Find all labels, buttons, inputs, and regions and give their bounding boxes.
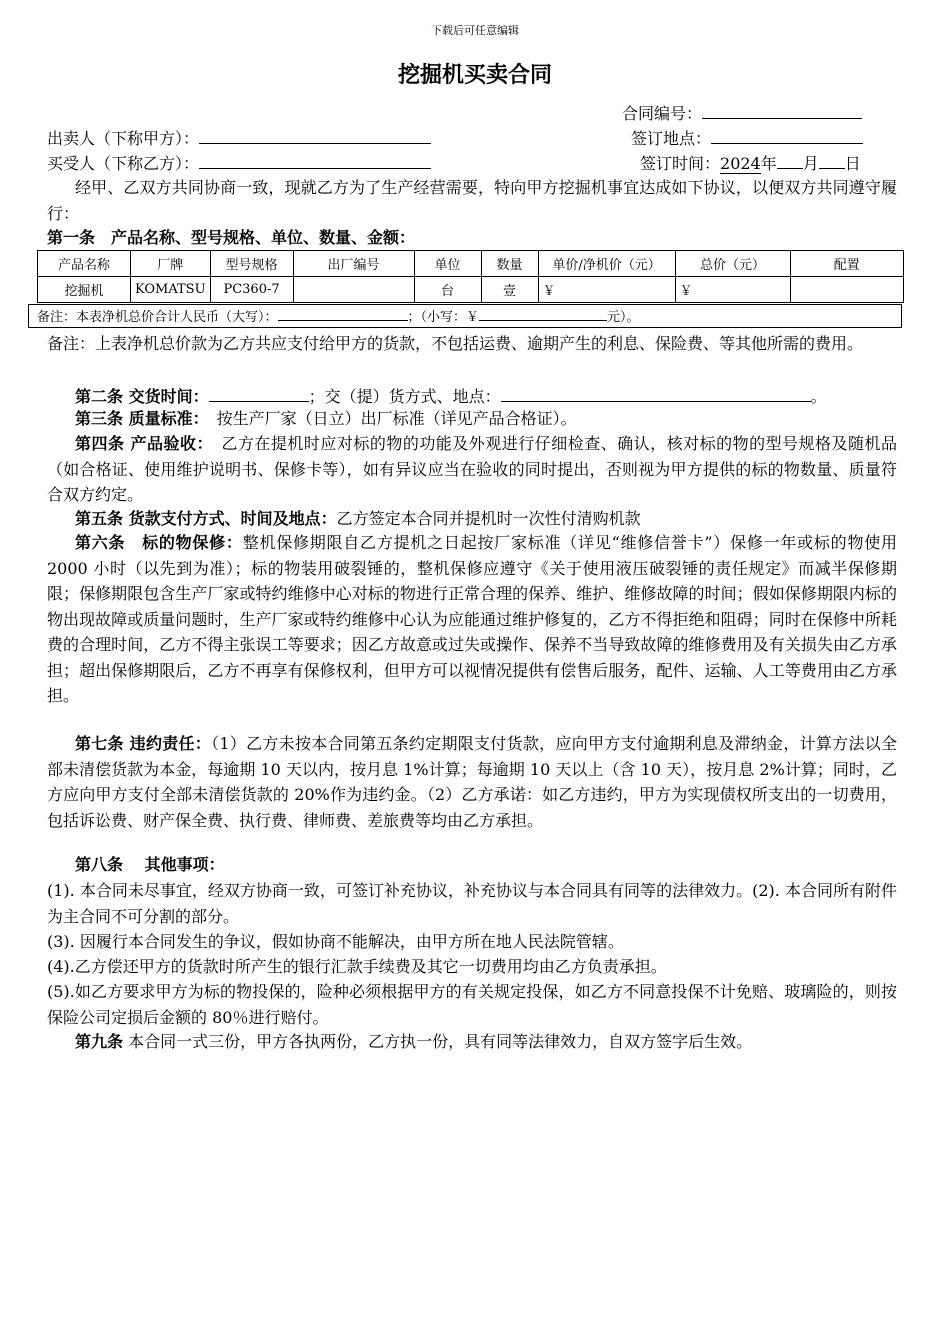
article4-heading: 第四条 产品验收： — [75, 434, 205, 453]
table-header-cell: 总价（元） — [675, 251, 790, 277]
article5 — [75, 507, 641, 531]
article8-item: (3). 因履行本合同发生的争议，假如协商不能解决，由甲方所在地人民法院管辖。 — [47, 932, 624, 951]
day-label: 日 — [844, 154, 861, 173]
article2 — [75, 383, 827, 409]
price-note: 备注：上表净机总价款为乙方共应支付给甲方的货款，不包括运费、逾期产生的利息、保险费、等其他所需的费用。 — [47, 334, 864, 353]
month-label: 月 — [802, 154, 819, 173]
article3-heading: 第三条 质量标准： — [75, 409, 201, 428]
article6-text: 整机保修期限自乙方提机之日起按厂家标准（详见“维修信誉卡”）保修一年或标的物使用 2000 小时（以先到为准）；标的物装用破裂锤的，整机保修应遵守《关于使用液压破裂锤的责任规定》而减半保修期限；保修期限包含生产厂家或特约维修中心对标的物进行正常合理的保养、维护、维修故障的时间；假如保修期限内标的物出现故障或质量问题时，生产厂家或特约维修中心认为应能通过维护修复的，乙方不得拒绝和阻碍；同时在保修中所耗费的合理时间，乙方不得主张误工等要求；因乙方故意或过失或操作、保养不当导致故障的维修费用及有关损失由乙方承担；超出保修期限后，乙方不再享有保修权利，但甲方可以视情况提供有偿售后服务，配件、运输、人工等费用由乙方承担。 — [47, 533, 897, 705]
article8-item: (5).如乙方要求甲方为标的物投保的，险种必须根据甲方的有关规定投保，如乙方不同意投保不计免赔、玻璃险的，则按保险公司定损后金额的 80％进行赔付。 — [47, 982, 897, 1027]
sign-time-label: 签订时间： — [640, 154, 721, 173]
year-label: 年 — [760, 154, 777, 173]
article5-heading: 第五条 货款支付方式、时间及地点： — [75, 509, 337, 528]
table-header-cell: 型号规格 — [210, 251, 293, 277]
contract-no-row — [622, 100, 862, 126]
sign-place-blank[interactable] — [711, 125, 863, 144]
table-header-cell: 配置 — [790, 251, 903, 277]
sign-place-row — [631, 125, 863, 151]
article1-heading: 第一条 产品名称、型号规格、单位、数量、金额： — [47, 228, 416, 247]
table-cell[interactable]: ￥ — [538, 277, 675, 303]
article2-end: 。 — [810, 387, 827, 406]
table-cell: PC360-7 — [210, 277, 293, 303]
article9-heading: 第九条 — [75, 1032, 124, 1051]
remark-mid: ；（小写：￥ — [407, 310, 480, 325]
day-blank[interactable] — [819, 150, 845, 169]
table-header-cell: 厂牌 — [131, 251, 211, 277]
seller-row — [47, 125, 431, 151]
article3 — [75, 407, 577, 431]
article8-item: (4).乙方偿还甲方的货款时所产生的银行汇款手续费及其它一切费用均由乙方负责承担。 — [47, 957, 667, 976]
article4-text: 乙方在提机时应对标的物的功能及外观进行仔细检查、确认，核对标的物的型号规格及随机品（如合格证、使用维护说明书、保修卡等），如有异议应当在验收的同时提出，否则视为甲方提供的标的物数量、质量符合双方约定。 — [47, 434, 897, 504]
buyer-label: 买受人（下称乙方）： — [47, 154, 200, 173]
sign-time-row — [640, 150, 861, 176]
article5-text: 乙方签定本合同并提机时一次性付清购机款 — [336, 509, 641, 528]
article4 — [47, 431, 897, 508]
article7-heading: 第七条 违约责任： — [75, 734, 212, 753]
table-cell[interactable] — [293, 277, 414, 303]
remark-suffix: 元）。 — [607, 310, 640, 325]
article6 — [47, 530, 897, 709]
table-cell: 台 — [414, 277, 481, 303]
table-cell[interactable]: ￥ — [675, 277, 790, 303]
table-header-row — [38, 251, 904, 277]
table-cell[interactable] — [790, 277, 903, 303]
table-header-cell: 单价/净机价（元） — [538, 251, 675, 277]
delivery-place-blank[interactable] — [501, 383, 811, 402]
contract-no-blank[interactable] — [702, 100, 862, 119]
article6-heading: 第六条 标的物保修： — [75, 533, 243, 552]
article8-item: (1). 本合同未尽事宜，经双方协商一致，可签订补充协议，补充协议与本合同具有同等的法律效力。(2). 本合同所有附件为主合同不可分割的部分。 — [47, 881, 897, 926]
contract-no-label: 合同编号： — [622, 104, 703, 123]
month-blank[interactable] — [777, 150, 803, 169]
seller-blank[interactable] — [199, 125, 431, 144]
buyer-blank[interactable] — [199, 150, 431, 169]
product-table — [37, 250, 904, 303]
article9 — [47, 1029, 897, 1055]
delivery-time-blank[interactable] — [209, 383, 309, 402]
table-header-cell: 出厂编号 — [293, 251, 414, 277]
table-header-cell: 数量 — [481, 251, 538, 277]
article3-text: 按生产厂家（日立）出厂标准（详见产品合格证）。 — [200, 409, 577, 428]
header-note: 下载后可任意编辑 — [431, 24, 519, 37]
buyer-row — [47, 150, 431, 176]
sign-year[interactable]: 2024 — [720, 154, 761, 173]
remark-prefix: 备注：本表净机总价合计人民币（大写）： — [37, 310, 278, 325]
document-title: 挖掘机买卖合同 — [397, 63, 552, 88]
table-cell: 壹 — [481, 277, 538, 303]
table-cell: 挖掘机 — [38, 277, 131, 303]
intro-paragraph: 经甲、乙双方共同协商一致，现就乙方为了生产经营需要，特向甲方挖掘机事宜达成如下协议，以便双方共同遵守履行： — [47, 178, 897, 223]
seller-label: 出卖人（下称甲方）： — [47, 129, 200, 148]
table-row — [38, 277, 904, 303]
amount-words-blank[interactable] — [278, 305, 408, 321]
table-cell: KOMATSU — [131, 277, 211, 303]
article7 — [47, 731, 897, 833]
article7-text: （1）乙方未按本合同第五条约定期限支付货款，应向甲方支付逾期利息及滞纳金，计算方法以全部未清偿货款为本金，每逾期 10 天以内，按月息 1%计算；每逾期 10 天以上（含 10 天），按月息 2%计算；同时，乙方应向甲方支付全部未清偿货款的 20%作为违约金。（2）乙方承诺：如乙方违约，甲方为实现债权所支出的一切费用，包括诉讼费、财产保全费、执行费、律师费、差旅费等均由乙方承担。 — [47, 734, 897, 830]
article2-heading: 第二条 交货时间： — [75, 387, 209, 406]
article9-text: 本合同一式三份，甲方各执两份，乙方执一份，具有同等法律效力，自双方签字后生效。 — [123, 1032, 753, 1051]
article8-heading: 第八条 其他事项： — [75, 855, 225, 874]
table-header-cell: 产品名称 — [38, 251, 131, 277]
amount-figures-blank[interactable] — [479, 305, 607, 321]
article2-mid: ；交（提）货方式、地点： — [308, 387, 501, 406]
table-remark — [28, 304, 902, 328]
sign-place-label: 签订地点： — [631, 129, 712, 148]
table-header-cell: 单位 — [414, 251, 481, 277]
